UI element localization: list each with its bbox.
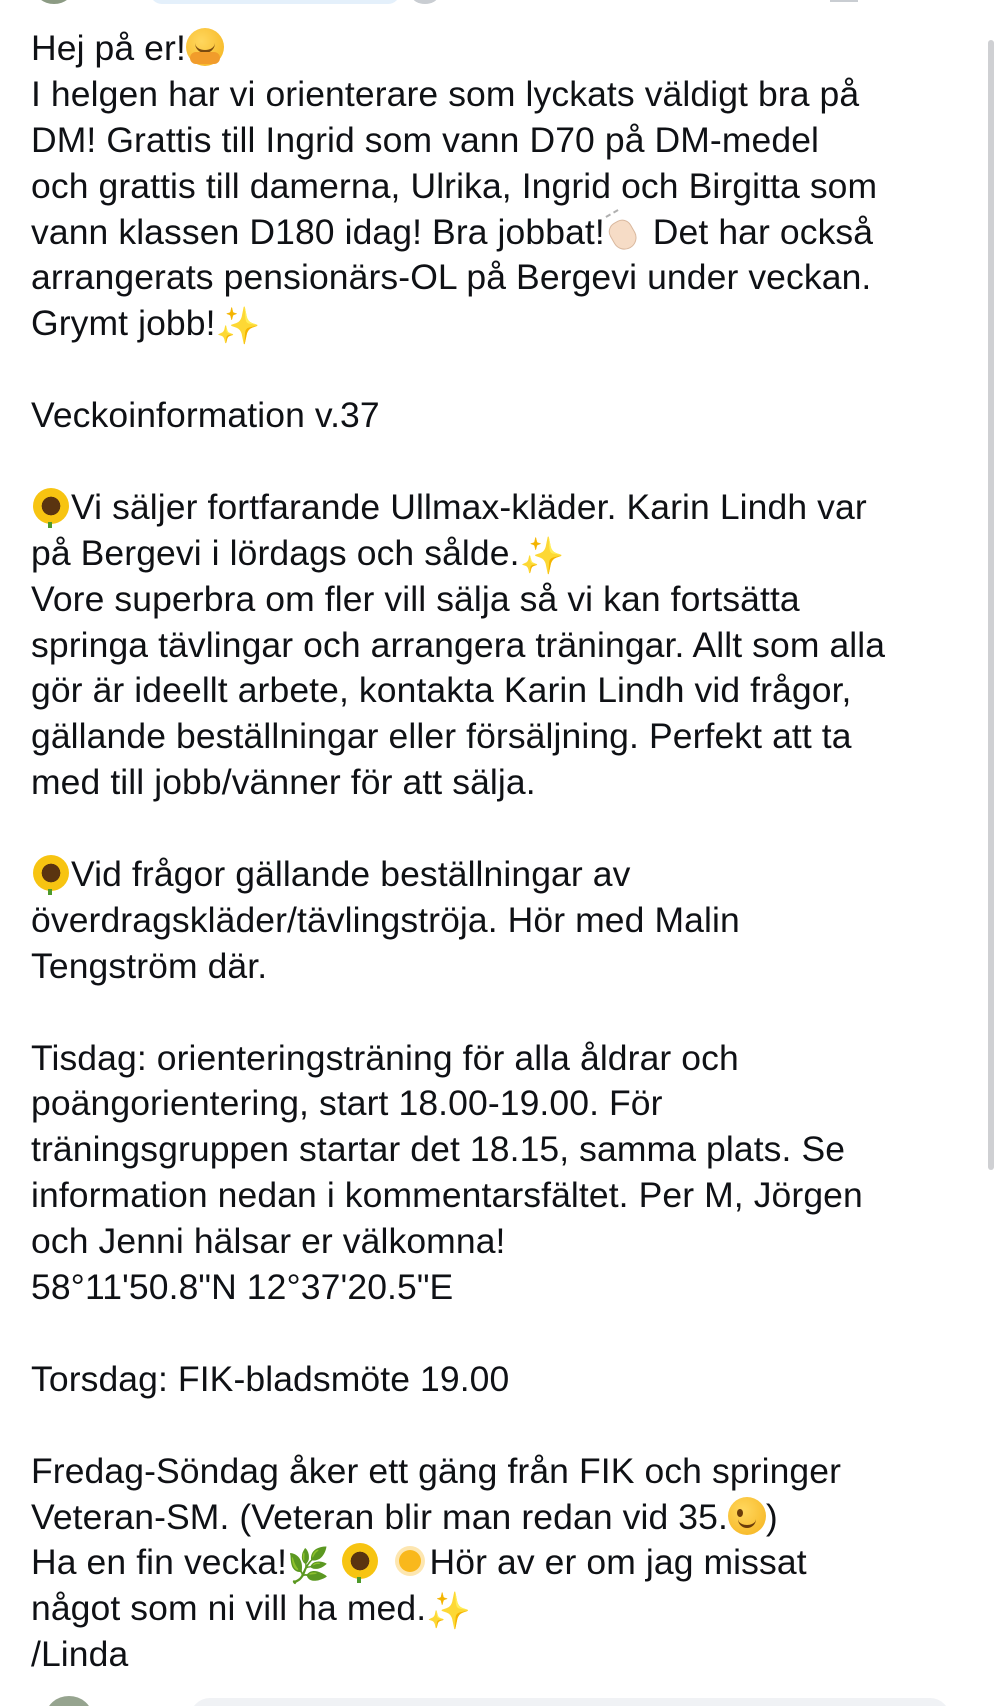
sunflower-icon [340, 1541, 380, 1581]
blank-line [31, 806, 986, 852]
text-line: på Bergevi i lördags och sålde.✨ [31, 532, 565, 577]
scrollbar[interactable] [988, 40, 994, 1170]
menu-icon[interactable] [412, 0, 438, 4]
comment-input[interactable] [190, 1698, 950, 1706]
coordinates-text: 58°11'50.8"N 12°37'20.5"E [31, 1267, 454, 1308]
sunflower-icon [31, 853, 71, 893]
text-line: Veckoinformation v.37 [31, 395, 380, 436]
text-line: gör är ideellt arbete, kontakta Karin Lindh vid frågor, [31, 670, 852, 711]
text-line: överdragskläder/tävlingströja. Hör med Malin [31, 899, 740, 940]
text-line: Ha en fin vecka!🌿 Hör av er om jag missat [31, 1542, 807, 1587]
sunflower-icon [31, 486, 71, 526]
text-line: DM! Grattis till Ingrid som vann D70 på DM-medel [31, 119, 820, 160]
text-line: gällande beställningar eller försäljning. Perfekt att ta [31, 716, 852, 757]
text-line: något som ni vill ha med.✨ [31, 1588, 472, 1633]
audience-pill[interactable] [150, 0, 400, 4]
text-line: springa tävlingar och arrangera träningar. Allt som alla [31, 624, 886, 665]
text-line: och Jenni hälsar er välkomna! [31, 1221, 506, 1262]
hugging-face-icon [186, 28, 224, 66]
previous-post-header-cutoff [0, 0, 1000, 6]
next-post-header-cutoff [0, 1694, 1000, 1706]
clapping-hands-icon [605, 212, 643, 250]
herb-icon: 🌿 [287, 1546, 330, 1587]
sparkles-icon: ✨ [426, 1591, 472, 1633]
text-line: Fredag-Söndag åker ett gäng från FIK och springer [31, 1450, 842, 1491]
text-line: Torsdag: FIK-bladsmöte 19.00 [31, 1358, 510, 1399]
text-line: information nedan i kommentarsfältet. Per M, Jörgen [31, 1175, 863, 1216]
text-line: poängorientering, start 18.00-19.00. För [31, 1083, 663, 1124]
text-line: Grymt jobb!✨ [31, 303, 261, 348]
text-line: Tisdag: orienteringsträning för alla åldrar och [31, 1037, 739, 1078]
sun-icon [390, 1541, 430, 1581]
text-line: Tengström där. [31, 945, 268, 986]
text-line: I helgen har vi orienterare som lyckats väldigt bra på [31, 73, 860, 114]
text-line: och grattis till damerna, Ulrika, Ingrid och Birgitta som [31, 165, 878, 206]
avatar[interactable] [46, 1696, 92, 1706]
text-line: vann klassen D180 idag! Bra jobbat! Det har också [31, 211, 874, 252]
text-line: Veteran-SM. (Veteran blir man redan vid 35. ) [31, 1496, 778, 1537]
text-line: med till jobb/vänner för att sälja. [31, 762, 536, 803]
blank-line [31, 1403, 986, 1449]
text-line: Vid frågor gällande beställningar av [31, 852, 986, 898]
text-line: träningsgruppen startar det 18.15, samma plats. Se [31, 1129, 846, 1170]
text-line: Hej på er! [31, 26, 986, 72]
text-line: arrangerats pensionärs-OL på Bergevi under veckan. [31, 257, 872, 298]
winking-face-icon [728, 1497, 766, 1535]
blank-line [31, 439, 986, 485]
post-text [31, 26, 986, 1678]
text-line: Vore superbra om fler vill sälja så vi kan fortsätta [31, 578, 800, 619]
avatar[interactable] [34, 0, 74, 4]
signature-text: /Linda [31, 1634, 129, 1675]
blank-line [31, 1311, 986, 1357]
divider [830, 0, 858, 2]
blank-line [31, 347, 986, 393]
blank-line [31, 990, 986, 1036]
sparkles-icon: ✨ [215, 306, 261, 348]
sparkles-icon: ✨ [519, 535, 565, 577]
text-line: Vi säljer fortfarande Ullmax-kläder. Karin Lindh var [31, 485, 986, 531]
